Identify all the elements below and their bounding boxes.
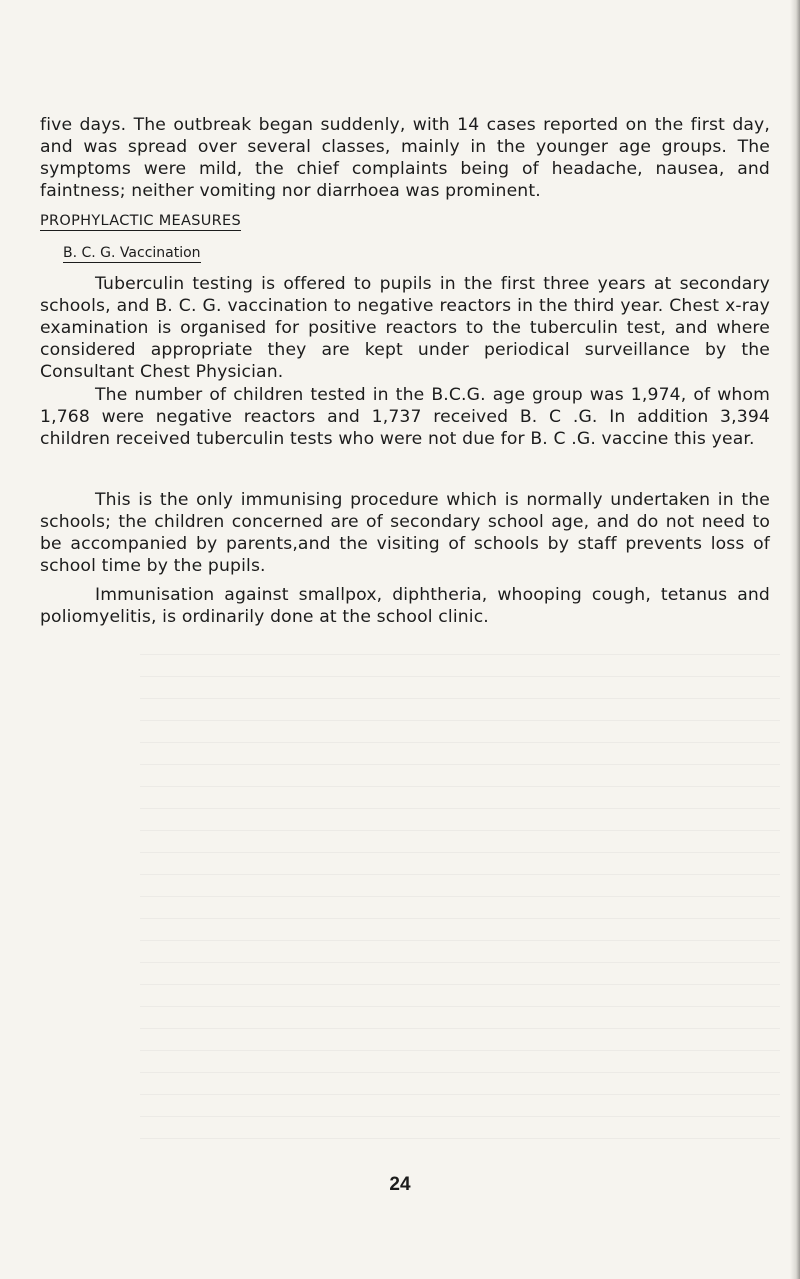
page-edge-shadow: [790, 0, 800, 1279]
paragraph-tuberculin-testing: Tuberculin testing is offered to pupils in the first three years at secondary schools, and B. C. G. vaccination to negative reactors in the third year. Chest x-ray examination is organised for positive reactors to the tuberculin test, and where considered appropriate they are kept under periodical surveillance by the Consultant Chest Physician.: [40, 274, 770, 382]
section-heading: PROPHYLACTIC MEASURES: [40, 213, 241, 229]
paragraph-immunising-procedure: This is the only immunising procedure which is normally undertaken in the schools; the children concerned are of secondary school age, and do not need to be accompanied by parents,and the visiting of schools by staff prevents loss of school time by the pupils.: [40, 490, 770, 576]
subsection-heading: B. C. G. Vaccination: [63, 245, 201, 261]
paragraph-outbreak: five days. The outbreak began suddenly, with 14 cases reported on the first day, and was spread over several classes, mainly in the younger age groups. The symptoms were mild, the chief complaints being of headache, nausea, and faintness; neither vomiting nor diarrhoea was prominent.: [40, 115, 770, 201]
page-number: 24: [389, 1174, 411, 1195]
paragraph-immunisation-clinic: Immunisation against smallpox, diphtheria, whooping cough, tetanus and poliomyelitis, is ordinarily done at the school clinic.: [40, 585, 770, 627]
paragraph-bcg-numbers: The number of children tested in the B.C.G. age group was 1,974, of whom 1,768 were negative reactors and 1,737 received B. C .G. In addition 3,394 children received tuberculin tests who were not due for B. C .G. vaccine this year.: [40, 385, 770, 449]
show-through-background: [140, 640, 780, 1140]
